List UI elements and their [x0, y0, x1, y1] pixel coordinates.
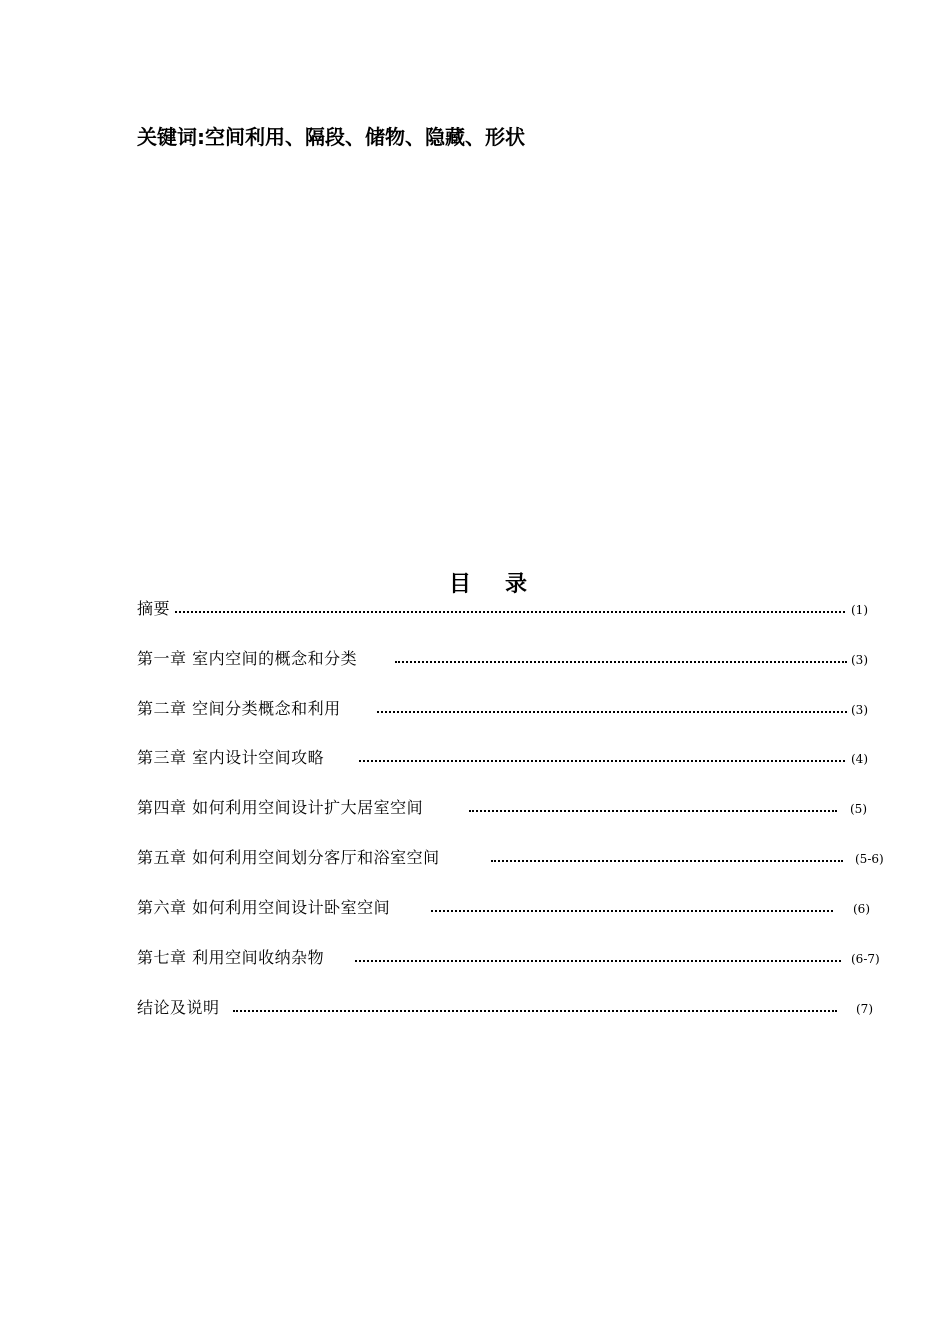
keywords-terms: 空间利用、隔段、储物、隐藏、形状 — [205, 125, 525, 149]
toc-entry-page: (3) — [851, 703, 868, 717]
toc-leader-dots — [377, 711, 847, 713]
toc-leader-dots — [431, 910, 833, 912]
toc-entry-page: (7) — [856, 1002, 873, 1016]
toc-entry-page: (4) — [851, 752, 868, 766]
toc-entry-page: (6-7) — [851, 952, 880, 966]
keywords-line — [137, 123, 525, 151]
toc-entry-page: (5) — [850, 802, 867, 816]
toc-entry-text: 第四章 如何利用空间设计扩大居室空间 — [137, 798, 424, 817]
toc-leader-dots — [175, 611, 845, 613]
toc-entry-page: (6) — [853, 902, 870, 916]
toc-entry-page: (5-6) — [855, 852, 884, 866]
toc-entry-text: 结论及说明 — [137, 998, 220, 1017]
keywords-label: 关键词: — [137, 125, 205, 149]
toc-title: 目录 — [449, 572, 562, 597]
toc-entry-text: 第三章 室内设计空间攻略 — [137, 748, 325, 767]
toc-entry-page: (3) — [851, 653, 868, 667]
toc-entry-text: 第七章 利用空间收纳杂物 — [137, 948, 325, 967]
toc-entry-page: (1) — [851, 603, 868, 617]
toc-leader-dots — [355, 960, 841, 962]
toc-entry-text: 第一章 室内空间的概念和分类 — [137, 649, 358, 668]
toc-leader-dots — [395, 661, 847, 663]
toc-entry-text: 第六章 如何利用空间设计卧室空间 — [137, 898, 391, 917]
toc-leader-dots — [233, 1010, 837, 1012]
toc-leader-dots — [491, 860, 843, 862]
toc-entry-text: 第二章 空间分类概念和利用 — [137, 699, 341, 718]
toc-leader-dots — [359, 760, 845, 762]
toc-entry-text: 第五章 如何利用空间划分客厅和浴室空间 — [137, 848, 440, 867]
toc-entry-text: 摘要 — [137, 599, 171, 618]
toc-leader-dots — [469, 810, 837, 812]
